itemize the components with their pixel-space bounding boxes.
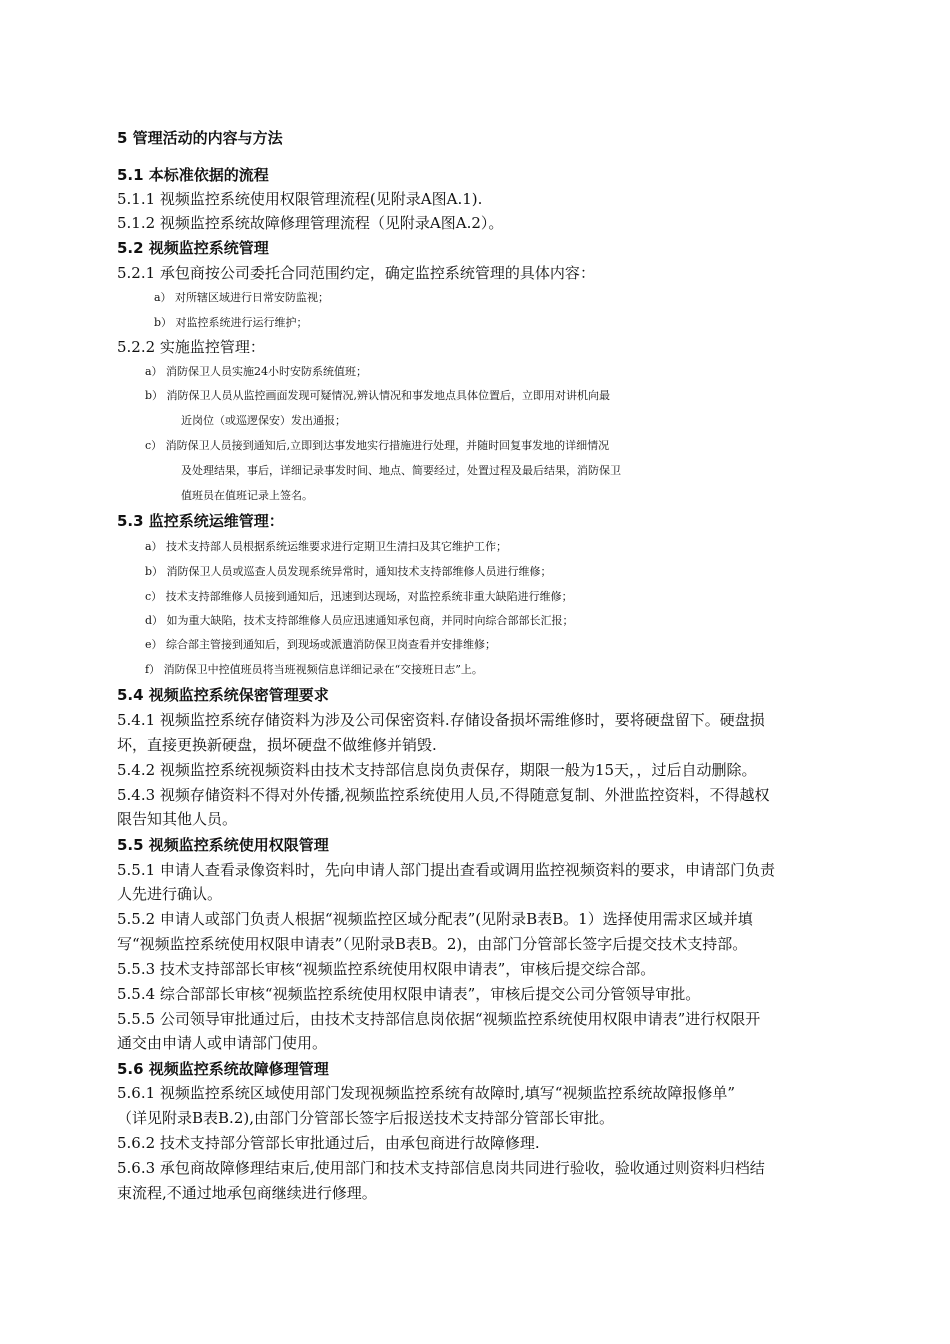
paragraph-5-4-1-cont: 坏，直接更换新硬盘，损坏硬盘不做维修并销毁. [117,736,437,754]
list-item-5-3-b: b） 消防保卫人员或巡查人员发现系统异常时，通知技术支持部维修人员进行维修； [145,565,552,578]
list-item-5-2-2-a: a） 消防保卫人员实施24小时安防系统值班； [145,365,368,378]
list-item-5-3-f: f） 消防保卫中控值班员将当班视频信息详细记录在“交接班日志”上。 [145,663,483,676]
list-item-5-2-1-a: a） 对所辖区域进行日常安防监视； [154,291,330,304]
paragraph-5-5-4: 5.5.4 综合部部长审核“视频监控系统使用权限申请表”，审核后提交公司分管领导审批。 [117,985,701,1003]
section-5-3-heading: 5.3 监控系统运维管理： [117,512,284,530]
paragraph-5-1-1: 5.1.1 视频监控系统使用权限管理流程(见附录A图A.1). [117,190,483,208]
paragraph-5-4-3: 5.4.3 视频存储资料不得对外传播,视频监控系统使用人员,不得随意复制、外泄监控资料，不得越权 [117,786,770,804]
paragraph-5-6-3-cont: 束流程,不通过地承包商继续进行修理。 [117,1184,377,1202]
paragraph-5-6-1: 5.6.1 视频监控系统区域使用部门发现视频监控系统有故障时,填写“视频监控系统故障报修单” [117,1084,736,1102]
paragraph-5-5-5-cont: 通交由申请人或申请部门使用。 [117,1034,328,1052]
list-item-5-2-1-b: b） 对监控系统进行运行维护； [154,316,308,329]
section-5-2-heading: 5.2 视频监控系统管理 [117,239,269,257]
list-item-5-2-2-b-cont: 近岗位（或巡逻保安）发出通报； [181,414,346,427]
section-5-1-heading: 5.1 本标准依据的流程 [117,166,269,184]
paragraph-5-6-1-cont: （详见附录B表B.2),由部门分管部长签字后报送技术支持部分管部长审批。 [117,1109,614,1127]
list-item-5-3-c: c） 技术支持部维修人员接到通知后，迅速到达现场，对监控系统非重大缺陷进行维修； [145,590,573,603]
paragraph-5-2-2: 5.2.2 实施监控管理： [117,338,265,356]
paragraph-5-1-2: 5.1.2 视频监控系统故障修理管理流程（见附录A图A.2）。 [117,214,504,232]
paragraph-5-6-2: 5.6.2 技术支持部分管部长审批通过后，由承包商进行故障修理. [117,1134,540,1152]
list-item-5-3-e: e） 综合部主管接到通知后，到现场或派遣消防保卫岗查看并安排维修； [145,638,497,651]
paragraph-5-4-3-cont: 限告知其他人员。 [117,810,238,828]
list-item-5-3-d: d） 如为重大缺陷，技术支持部维修人员应迅速通知承包商，并同时向综合部部长汇报； [145,614,574,627]
paragraph-5-5-1: 5.5.1 申请人查看录像资料时，先向申请人部门提出查看或调用监控视频资料的要求，申请部门负责 [117,861,775,879]
section-5-6-heading: 5.6 视频监控系统故障修理管理 [117,1060,329,1078]
paragraph-5-4-2: 5.4.2 视频监控系统视频资料由技术支持部信息岗负责保存，期限一般为15天，，过后自动删除。 [117,761,757,779]
paragraph-5-5-2-cont: 写“视频监控系统使用权限申请表”（见附录B表B。2)，由部门分管部长签字后提交技术支持部。 [117,935,748,953]
paragraph-5-5-3: 5.5.3 技术支持部部长审核“视频监控系统使用权限申请表”，审核后提交综合部。 [117,960,656,978]
section-5-heading: 5 管理活动的内容与方法 [117,129,283,147]
paragraph-5-2-1: 5.2.1 承包商按公司委托合同范围约定，确定监控系统管理的具体内容： [117,264,595,282]
list-item-5-2-2-c-cont-1: 及处理结果，事后，详细记录事发时间、地点、简要经过，处置过程及最后结果，消防保卫 [181,464,621,477]
list-item-5-3-a: a） 技术支持部人员根据系统运维要求进行定期卫生清扫及其它维护工作； [145,540,508,553]
list-item-5-2-2-c-cont-2: 值班员在值班记录上签名。 [181,489,313,502]
list-item-5-2-2-b: b） 消防保卫人员从监控画面发现可疑情况,辨认情况和事发地点具体位置后，立即用对讲机向最 [145,389,611,402]
paragraph-5-4-1: 5.4.1 视频监控系统存储资料为涉及公司保密资料.存储设备损坏需维修时，要将硬盘留下。硬盘损 [117,711,765,729]
paragraph-5-5-1-cont: 人先进行确认。 [117,885,223,903]
paragraph-5-6-3: 5.6.3 承包商故障修理结束后,使用部门和技术支持部信息岗共同进行验收，验收通过则资料归档结 [117,1159,765,1177]
section-5-4-heading: 5.4 视频监控系统保密管理要求 [117,686,329,704]
list-item-5-2-2-c: c） 消防保卫人员接到通知后,立即到达事发地实行措施进行处理，并随时回复事发地的详细情况 [145,439,610,452]
section-5-5-heading: 5.5 视频监控系统使用权限管理 [117,836,329,854]
paragraph-5-5-2: 5.5.2 申请人或部门负责人根据“视频监控区域分配表”(见附录B表B。1）选择使用需求区域并填 [117,910,753,928]
paragraph-5-5-5: 5.5.5 公司领导审批通过后，由技术支持部信息岗依据“视频监控系统使用权限申请表”进行权限开 [117,1010,761,1028]
